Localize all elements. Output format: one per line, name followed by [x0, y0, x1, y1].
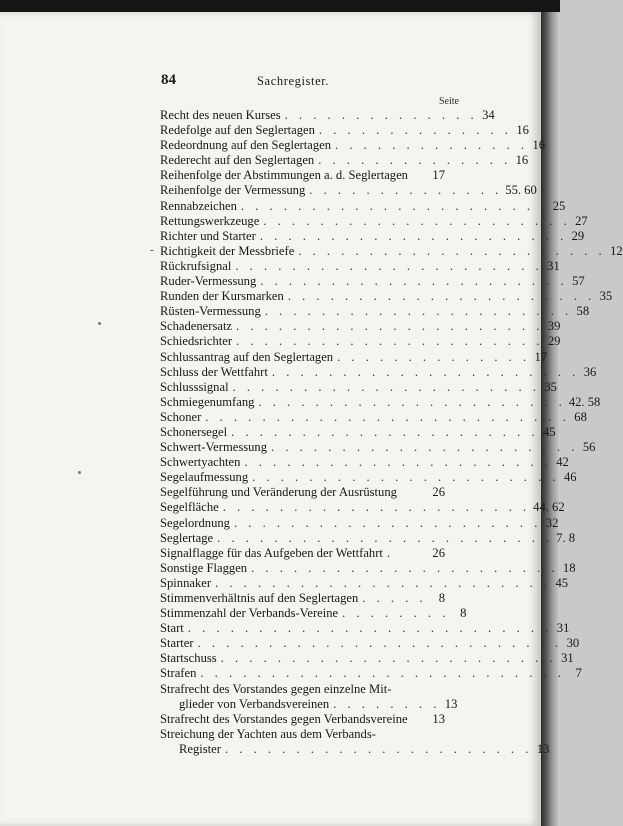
page-reference: 32: [545, 515, 559, 530]
index-term: Schiedsrichter: [160, 334, 233, 349]
index-term: Redefolge auf den Seglertagen: [160, 123, 315, 138]
dot-leader: .: [386, 545, 395, 560]
index-term: Rennabzeichen: [160, 198, 237, 213]
page-reference: 16: [516, 123, 529, 138]
index-term: Starter: [160, 636, 194, 651]
index-entry: [160, 424, 556, 440]
index-entry: [160, 274, 585, 289]
page-reference: 7: [575, 666, 582, 681]
index-entry-body: [160, 726, 550, 757]
index-term: Schmiegenumfang: [160, 394, 255, 409]
index-term-continuation-line: [160, 696, 458, 712]
index-entry: [160, 530, 576, 546]
dot-leader: . . . . . . . . . . . . . .: [284, 108, 478, 122]
page-reference: 12: [610, 243, 623, 258]
index-term-continuation-line: [160, 741, 550, 757]
dot-leader: . . . . . . . . . . . . . . . . . . . . . . . . . .: [187, 621, 553, 636]
dot-leader: . . . . . . . . . . . . . .: [309, 183, 503, 198]
page-reference: 45: [542, 424, 556, 439]
page-reference: 29: [547, 334, 561, 349]
index-entry: [160, 289, 613, 304]
dot-leader: . . . . . . . . . . . . . . . . . . . . . .: [252, 470, 560, 485]
index-entry: [160, 666, 582, 681]
index-entry: [160, 575, 569, 591]
index-entry: [160, 364, 597, 380]
index-term: Segelfläche: [160, 500, 219, 515]
running-title: Sachregister.: [257, 74, 330, 88]
page-reference: 17: [534, 349, 548, 364]
page-reference: 42. 58: [568, 394, 601, 409]
dot-leader: . . . . . . . . . . . . . . . . . . . . . .: [264, 304, 573, 319]
dot-leader: . . . . . . . . . . . . . .: [335, 138, 529, 153]
index-entry: [160, 485, 445, 500]
index-entry: [160, 440, 596, 455]
index-term: Schoner: [160, 409, 202, 424]
page-reference: 46: [563, 470, 577, 485]
page-reference: 27: [575, 213, 588, 228]
page-reference: 18: [562, 560, 576, 575]
index-entry: [160, 334, 561, 349]
index-term: Rüsten-Vermessung: [160, 304, 261, 319]
dot-leader: . . . . . . . . . . . . . . . . . . . . . . . . . .: [200, 666, 565, 681]
index-entry: [160, 726, 550, 757]
dot-leader: . . . . . . . . . . . . . . . . . . . . . .: [224, 741, 533, 756]
index-entry: [160, 153, 529, 168]
index-entry: [160, 123, 529, 138]
index-list: [160, 108, 623, 757]
index-entry: [160, 379, 557, 395]
dot-leader: . . . . . . . . . . . . . . . . . . . . . .: [244, 455, 552, 470]
page-reference: 31: [561, 651, 574, 666]
index-term: Rettungswerkzeuge: [160, 213, 260, 228]
index-entry: [160, 138, 546, 153]
dot-leader: . . . . . . . .: [342, 606, 450, 621]
index-term: Richtigkeit der Messbriefe: [160, 243, 295, 258]
index-term: Spinnaker: [160, 575, 212, 590]
margin-mark: -: [150, 244, 154, 256]
index-term: Startschuss: [160, 651, 217, 666]
index-term: Segelordnung: [160, 515, 230, 530]
index-term: Signalflagge für das Aufgeben der Wettfahrt: [160, 545, 383, 560]
page-column-header: Seite: [439, 96, 459, 107]
index-term: Rederecht auf den Seglertagen: [160, 153, 315, 168]
index-term: Rückrufsignal: [160, 258, 232, 273]
page-reference: 31: [556, 621, 570, 636]
index-entry: [160, 228, 585, 244]
page-reference: 35: [599, 289, 613, 304]
index-entry: [160, 409, 587, 425]
index-term: Richter und Starter: [160, 228, 256, 243]
index-term: Schlusssignal: [160, 379, 229, 394]
dot-leader: . . . . . . . . . . . . . . . . . . . . . .: [271, 364, 580, 379]
index-term: Start: [160, 621, 184, 636]
dot-leader: . . . . . . . . . . . . . . . . . . . . . .: [258, 394, 566, 409]
page-number: 84: [161, 72, 176, 88]
index-entry: [160, 546, 445, 561]
dot-leader: . . . . . . . . . . . . . . . . . . . . . . . . . .: [205, 409, 570, 424]
index-entry: [160, 651, 574, 666]
dot-leader: . . . . . . . . . . . . . . . . . . . . . . . . . .: [197, 636, 563, 651]
page-reference: 39: [547, 319, 561, 334]
index-term: Reihenfolge der Vermessung: [160, 183, 306, 198]
dot-leader: . . . . . . . . . . . . . . . . . . . . . . . .: [215, 575, 552, 590]
scan-top-border: [0, 0, 560, 12]
index-entry: [160, 636, 580, 651]
dot-leader: . . . . . . . . . . . . . . . . . . . . . .: [231, 424, 539, 439]
page-reference: 13: [432, 711, 445, 726]
index-term: Redeordnung auf den Seglertagen: [160, 138, 332, 153]
index-term: Strafrecht des Vorstandes gegen einzelne Mit-: [160, 681, 392, 696]
dot-leader: . . . . . . . . . . . . . . . . . . . . . .: [235, 258, 543, 273]
dot-leader: . . . . . . . . . . . . . . . . . . . . . .: [260, 274, 568, 289]
index-entry: [160, 319, 561, 334]
page-reference: 8: [438, 591, 445, 605]
index-entry: [160, 470, 577, 485]
index-entry: [160, 108, 495, 123]
index-entry: [160, 258, 560, 274]
dot-leader: . . . . .: [362, 591, 427, 605]
page-reference: 35: [544, 379, 557, 394]
index-term: Schonersegel: [160, 424, 228, 439]
index-term: Stimmenverhältnis auf den Seglertagen: [160, 591, 359, 605]
dot-leader: . . . . . . . . . . . . . . . . . . . . . .: [240, 198, 549, 213]
index-term: Sonstige Flaggen: [160, 560, 248, 575]
index-term: Segelführung und Veränderung der Ausrüstung: [160, 485, 397, 500]
page-reference: 55. 60: [505, 183, 537, 198]
dot-leader: . . . . . . . . . . . . . . . . . . . . . .: [287, 289, 596, 304]
index-term: Streichung der Yachten aus dem Verbands-: [160, 726, 376, 741]
dot-leader: . . . . . . . . . . . . . . . . . . . . . .: [232, 379, 540, 394]
page-reference: 68: [574, 409, 587, 424]
page-reference: 30: [566, 636, 580, 651]
index-term: Schluss der Wettfahrt: [160, 364, 268, 379]
page-reference: 44. 62: [533, 500, 565, 515]
dot-leader: . . . . . . . . . . . . . .: [318, 153, 512, 168]
index-entry: [160, 681, 458, 712]
page-reference: 7. 8: [556, 530, 576, 545]
index-term: Strafen: [160, 666, 197, 681]
index-entry: [160, 304, 590, 319]
page-reference: 45: [555, 575, 569, 590]
page-reference: 31: [547, 258, 560, 273]
paper-speck: [98, 322, 101, 325]
page-reference: 26: [432, 545, 445, 560]
index-entry: [160, 621, 570, 636]
page-reference: 42: [556, 455, 569, 470]
dot-leader: . . . . . . . . . . . . . . . . . . . . . .: [236, 319, 544, 334]
page-reference: 34: [482, 108, 495, 122]
dot-leader: . . . . . . . . . . . . . . . . . . . . . .: [251, 560, 559, 575]
page-reference: 8: [460, 606, 467, 621]
index-entry: [160, 198, 566, 214]
paper-speck: [78, 471, 81, 474]
page-reference: 26: [432, 485, 445, 500]
index-term: Schwertyachten: [160, 455, 241, 470]
index-term: Schlussantrag auf den Seglertagen: [160, 349, 334, 364]
index-entry: [160, 606, 467, 621]
page-reference: 16: [515, 153, 529, 168]
index-term: Stimmenzahl der Verbands-Vereine: [160, 606, 339, 621]
dot-leader: . . . . . . . . . . . . . . . . . . . . . . . .: [217, 530, 554, 545]
index-term: Runden der Kursmarken: [160, 289, 284, 304]
dot-leader: . . . . . . . .: [333, 696, 441, 711]
dot-leader: . . . . . . . . . . . . . . . . . . . . . .: [222, 500, 531, 515]
index-entry: [160, 183, 537, 198]
dot-leader: . . . . . . . . . . . . . .: [337, 349, 531, 364]
page-reference: 13: [444, 696, 458, 711]
index-entry: [160, 712, 445, 727]
index-term: Strafrecht des Vorstandes gegen Verbandsvereine: [160, 711, 408, 726]
index-entry: [160, 500, 565, 515]
index-entry: [160, 515, 559, 531]
page-reference: 13: [536, 741, 550, 756]
index-entry: [160, 455, 569, 470]
index-term-continuation: Register: [179, 741, 221, 756]
dot-leader: . . . . . . . . . . . . . . . . . . . . . .: [236, 334, 544, 349]
page-reference: 29: [571, 228, 585, 243]
page-reference: 58: [576, 304, 590, 319]
dot-leader: . . . . . . . . . . . . . . . . . . . . . .: [233, 515, 542, 530]
index-entry: [160, 591, 445, 606]
index-entry: [160, 243, 623, 259]
index-term-continuation: glieder von Verbandsvereinen: [179, 696, 330, 711]
dot-leader: . . . . . . . . . . . . . . . . . . . . . .: [263, 213, 571, 228]
page-reference: 25: [552, 198, 566, 213]
index-term: Segelaufmessung: [160, 470, 249, 485]
index-term: Schwert-Vermessung: [160, 440, 268, 455]
index-term: Reihenfolge der Abstimmungen a. d. Seglertagen: [160, 168, 408, 183]
page-reference: 57: [572, 274, 585, 289]
page-header: [161, 72, 445, 92]
dot-leader: . . . . . . . . . . . . . . . . . . . . . .: [259, 228, 568, 243]
dot-leader: . . . . . . . . . . . . . .: [318, 123, 512, 138]
index-term: Recht des neuen Kurses: [160, 108, 281, 122]
page-reference: 56: [582, 440, 596, 455]
index-entry: [160, 349, 548, 365]
dot-leader: . . . . . . . . . . . . . . . . . . . . . .: [271, 440, 579, 455]
page-reference: 16: [532, 138, 546, 153]
index-entry-body: [160, 681, 458, 712]
page-reference: 17: [432, 168, 445, 183]
index-term: Ruder-Vermessung: [160, 274, 257, 289]
page-reference: 36: [583, 364, 597, 379]
dot-leader: . . . . . . . . . . . . . . . . . . . . . .: [298, 243, 606, 258]
index-term: Seglertage: [160, 530, 214, 545]
dot-leader: . . . . . . . . . . . . . . . . . . . . . . . .: [220, 651, 557, 666]
index-term: Schadenersatz: [160, 319, 233, 334]
index-entry: [160, 560, 576, 576]
index-entry: [160, 168, 445, 183]
index-entry: [160, 394, 601, 410]
index-entry: [160, 213, 588, 229]
